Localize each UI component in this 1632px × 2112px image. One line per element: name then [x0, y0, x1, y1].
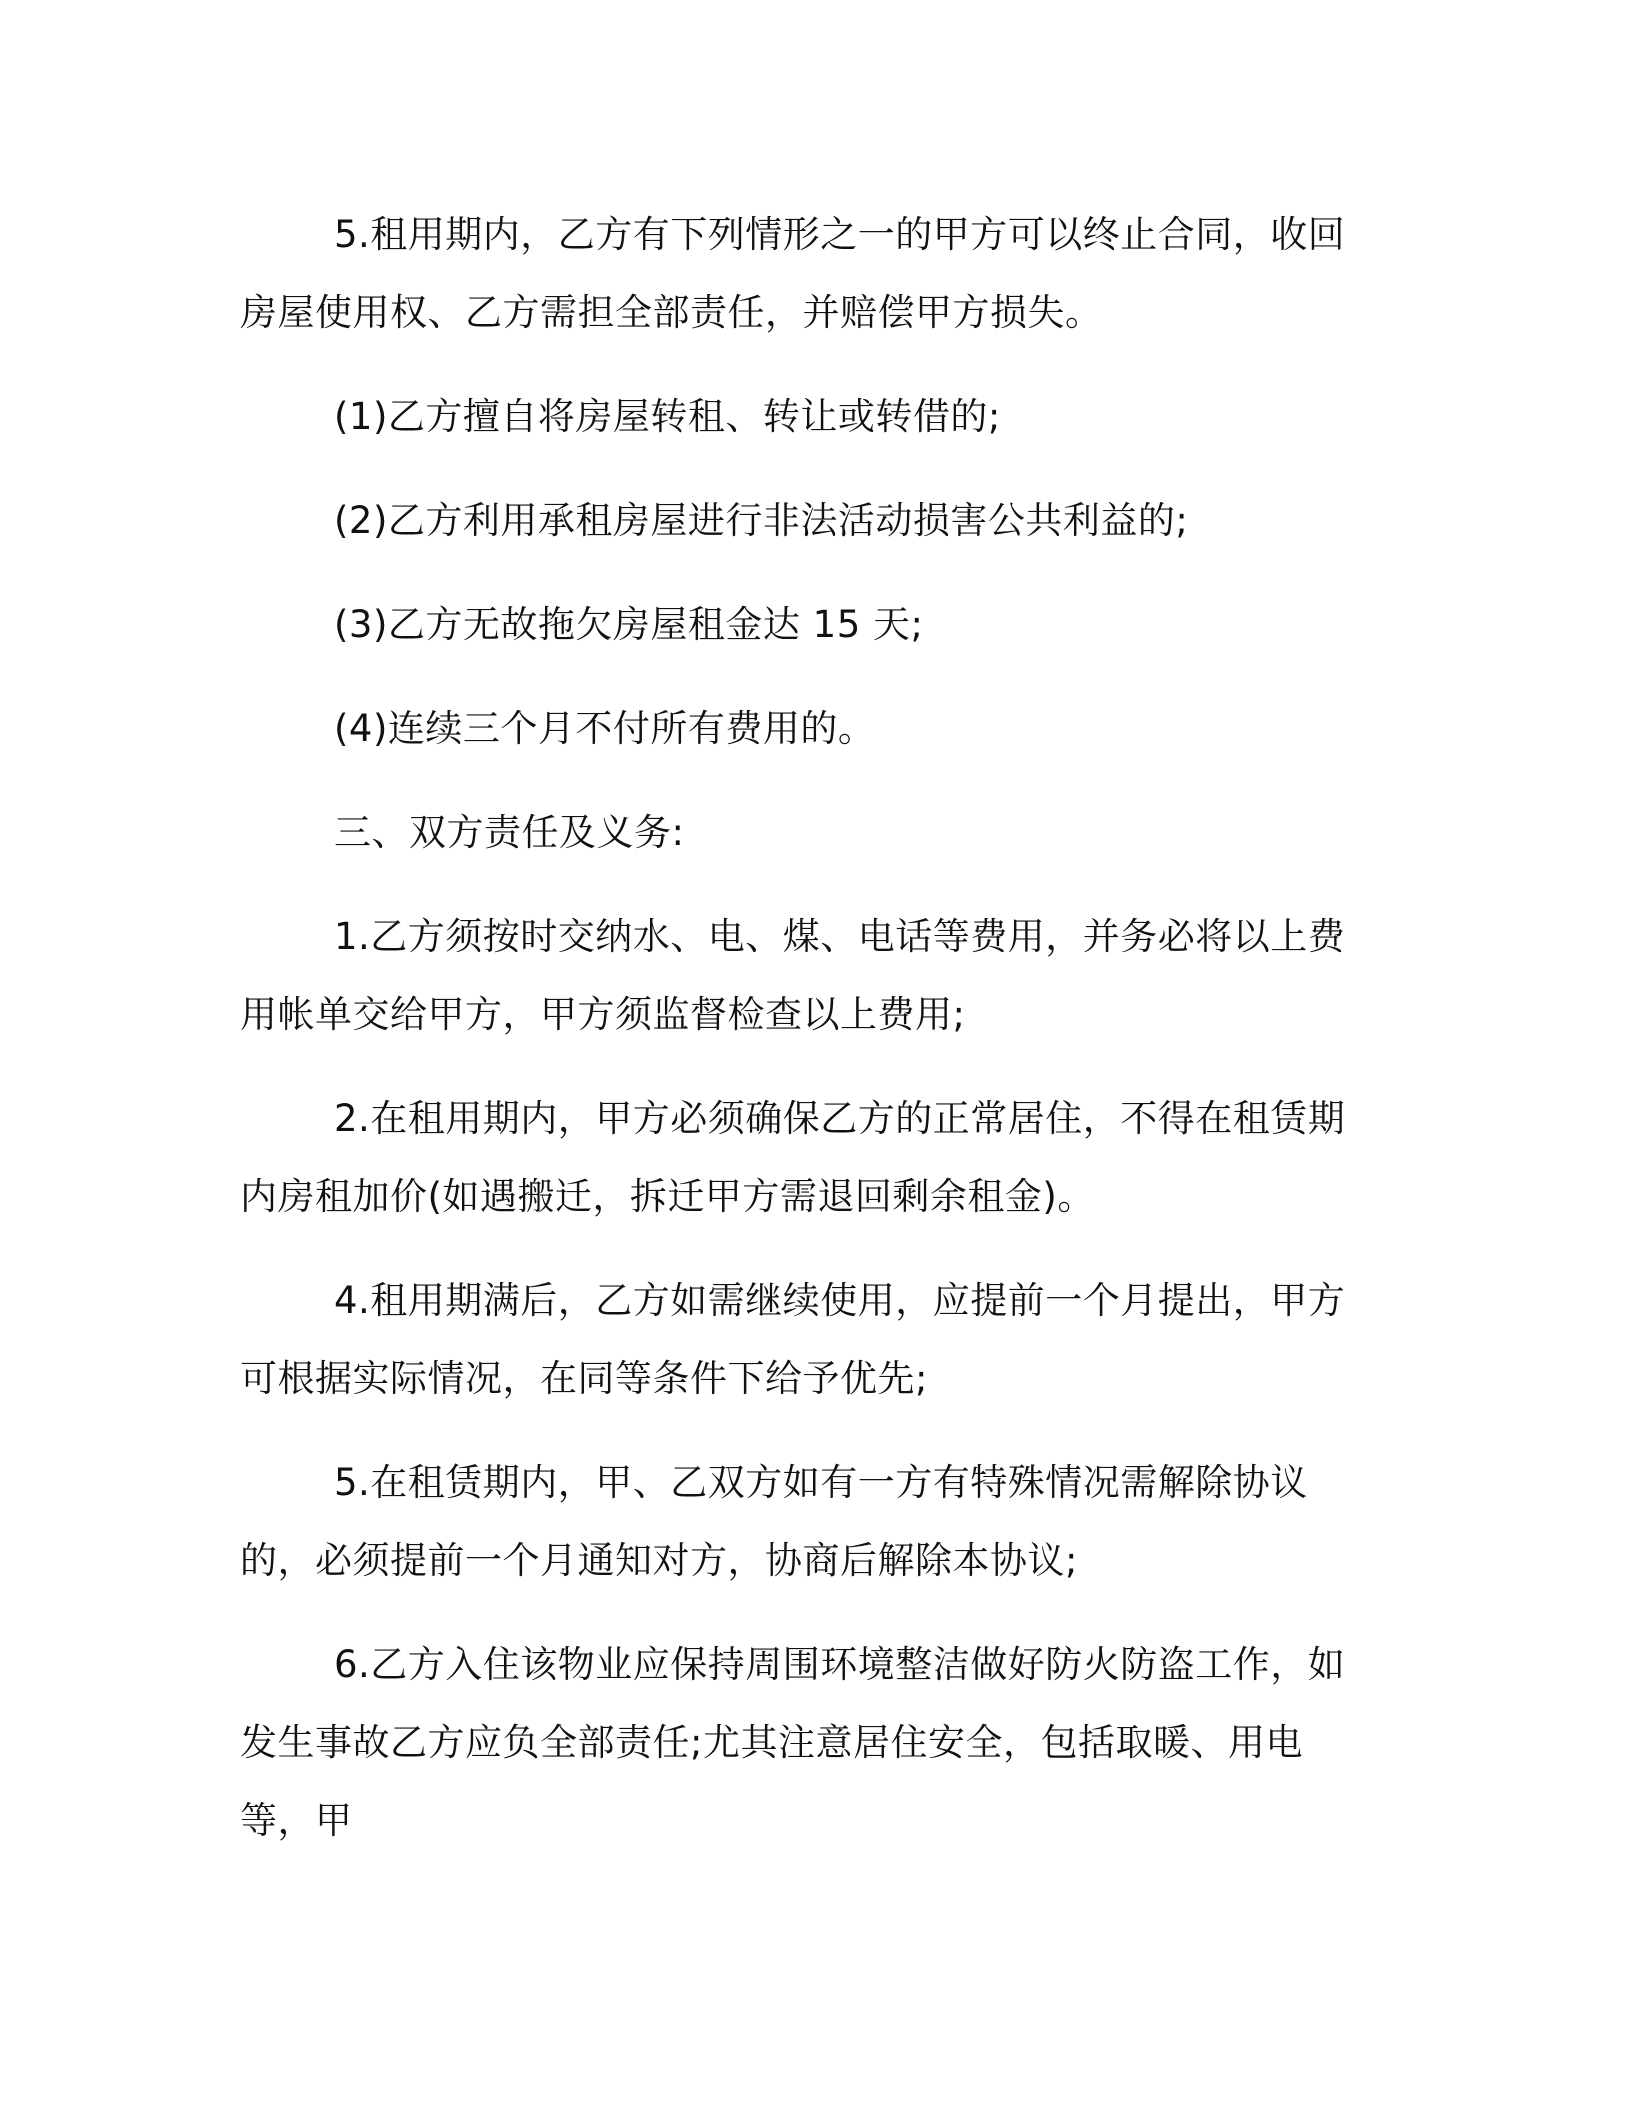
- clause-item-1: (1)乙方擅自将房屋转租、转让或转借的;: [334, 395, 1001, 438]
- clause-item-3: (3)乙方无故拖欠房屋租金达 15 天;: [334, 603, 924, 646]
- clause-termination: 5.租用期内，乙方有下列情形之一的甲方可以终止合同，收回房屋使用权、乙方需担全部责任，并赔偿甲方损失。: [240, 213, 1346, 334]
- section-heading: 三、双方责任及义务:: [334, 811, 685, 854]
- duty-4: 4.租用期满后，乙方如需继续使用，应提前一个月提出，甲方可根据实际情况，在同等条件下给予优先;: [240, 1279, 1346, 1400]
- duty-1: 1.乙方须按时交纳水、电、煤、电话等费用，并务必将以上费用帐单交给甲方，甲方须监督检查以上费用;: [240, 915, 1346, 1036]
- duty-2: 2.在租用期内，甲方必须确保乙方的正常居住，不得在租赁期内房租加价(如遇搬迁，拆迁甲方需退回剩余租金)。: [240, 1097, 1346, 1218]
- duty-6: 6.乙方入住该物业应保持周围环境整洁做好防火防盗工作，如发生事故乙方应负全部责任;尤其注意居住安全，包括取暖、用电等，甲: [240, 1643, 1346, 1842]
- document-body: [240, 196, 1370, 1886]
- clause-item-2: (2)乙方利用承租房屋进行非法活动损害公共利益的;: [334, 499, 1189, 542]
- duty-5: 5.在租赁期内，甲、乙双方如有一方有特殊情况需解除协议的，必须提前一个月通知对方，协商后解除本协议;: [240, 1461, 1308, 1582]
- clause-item-4: (4)连续三个月不付所有费用的。: [334, 707, 876, 750]
